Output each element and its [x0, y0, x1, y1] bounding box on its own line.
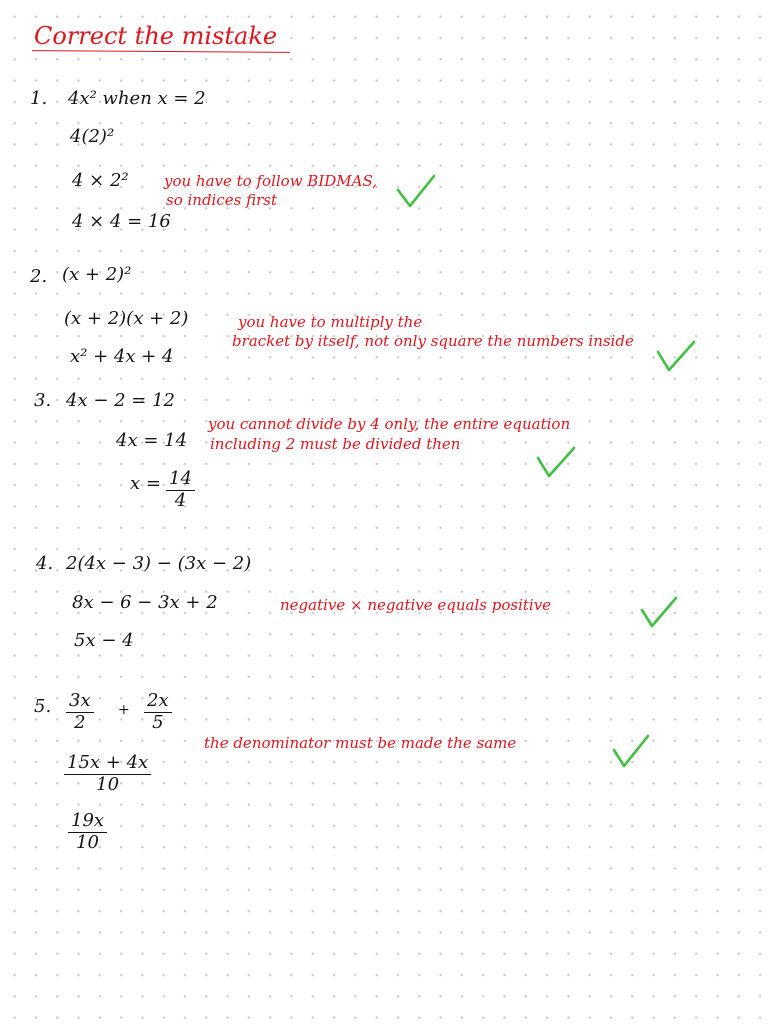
q3-fraction-numerator: 14 [166, 470, 195, 491]
q5-plus-sign: + [118, 702, 130, 718]
q5-step-2-numerator: 19x [68, 812, 107, 833]
q5-term-1-denominator: 2 [74, 711, 86, 733]
q5-term-1-numerator: 3x [66, 692, 94, 713]
q2-number: 2. [30, 266, 48, 287]
q5-term-2-fraction [144, 692, 172, 733]
q3-fraction-denominator: 4 [174, 489, 187, 511]
q2-correction-line-2: bracket by itself, not only square the numbers inside [232, 332, 634, 350]
q5-term-1-fraction [66, 692, 94, 733]
q2-step-2: x² + 4x + 4 [70, 346, 174, 367]
q3-step-2-fraction [166, 470, 195, 511]
checkmark-icon [612, 734, 652, 770]
q5-step-1-fraction [64, 754, 151, 795]
q4-step-1: 8x − 6 − 3x + 2 [72, 592, 218, 613]
q4-correction-line-1: negative × negative equals positive [280, 596, 552, 614]
q5-step-2-fraction [68, 812, 107, 853]
q1-step-2: 4 × 2² [72, 170, 129, 191]
page-title: Correct the mistake [34, 22, 278, 50]
q5-step-2-denominator: 10 [76, 831, 99, 853]
checkmark-icon [396, 174, 436, 210]
q4-step-2: 5x − 4 [74, 630, 134, 651]
q3-correction-line-2: including 2 must be divided then [210, 435, 461, 453]
q3-correction-line-1: you cannot divide by 4 only, the entire equation [208, 415, 571, 433]
q5-term-2-numerator: 2x [144, 692, 172, 713]
q3-step-1: 4x = 14 [116, 430, 188, 451]
q2-step-1: (x + 2)(x + 2) [64, 308, 189, 329]
checkmark-icon [640, 596, 680, 632]
checkmark-icon [656, 338, 696, 374]
q3-step-2-lhs: x = [130, 473, 161, 494]
q4-number: 4. [36, 553, 54, 574]
q5-correction-line-1: the denominator must be made the same [204, 734, 517, 752]
q1-correction-line-2: so indices first [166, 191, 277, 209]
q1-step-1: 4(2)² [70, 126, 115, 147]
q1-correction-line-1: you have to follow BIDMAS, [164, 172, 377, 190]
q1-prompt: 4x² when x = 2 [68, 88, 206, 109]
q1-step-3: 4 × 4 = 16 [72, 211, 171, 232]
q2-correction-line-1: you have to multiply the [238, 313, 423, 331]
title-underline [32, 50, 290, 53]
q5-step-1-numerator: 15x + 4x [64, 754, 151, 775]
q3-number: 3. [34, 390, 52, 411]
q3-prompt: 4x − 2 = 12 [66, 390, 176, 411]
q4-prompt: 2(4x − 3) − (3x − 2) [66, 553, 252, 574]
q2-prompt: (x + 2)² [62, 264, 132, 285]
checkmark-icon [536, 444, 576, 480]
q1-number: 1. [30, 88, 48, 109]
q5-term-2-denominator: 5 [152, 711, 164, 733]
q5-number: 5. [34, 696, 52, 717]
q5-step-1-denominator: 10 [96, 773, 120, 795]
